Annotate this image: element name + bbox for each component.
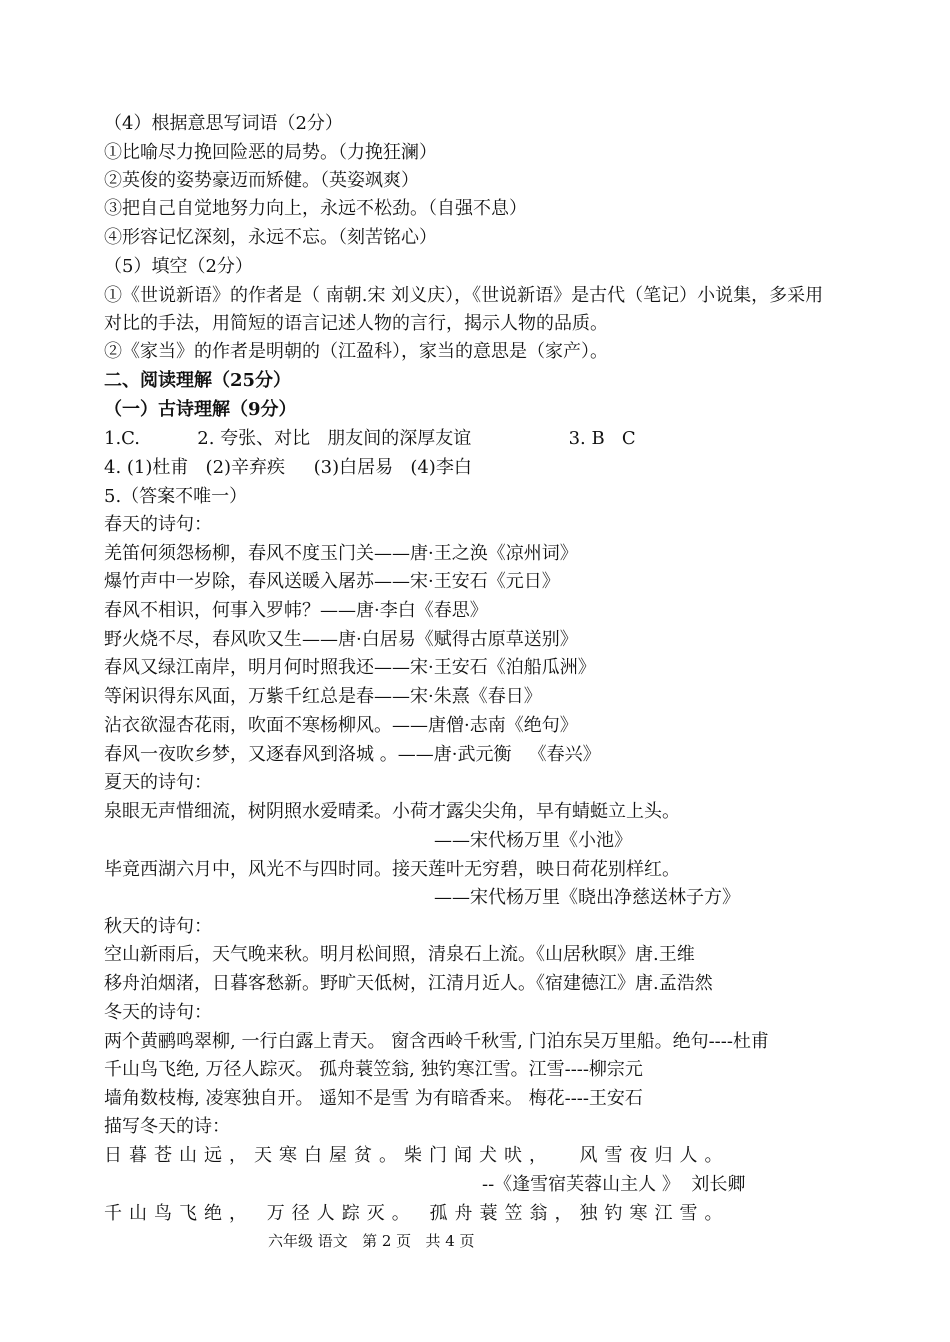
answer-line: 1.C. 2. 夸张、对比 朋友间的深厚友谊 3. B C — [104, 428, 636, 449]
poem-attribution: ——宋代杨万里《晓出净慈送林子方》 — [434, 887, 740, 908]
answer-line: ③把自己自觉地努力向上，永远不松劲。（自强不息） — [104, 198, 527, 219]
poem-line: 春风不相识，何事入罗帏？——唐·李白《春思》 — [104, 600, 488, 621]
poem-line: 空山新雨后，天气晚来秋。明月松间照，清泉石上流。《山居秋暝》唐.王维 — [104, 944, 695, 965]
answer-line: ②英俊的姿势豪迈而矫健。（英姿飒爽） — [104, 170, 419, 191]
poem-line: 野火烧不尽，春风吹又生——唐·白居易《赋得古原草送别》 — [104, 629, 578, 650]
poem-line: 沾衣欲湿杏花雨，吹面不寒杨柳风。——唐僧·志南《绝句》 — [104, 715, 578, 736]
subsection-heading: （一）古诗理解（9分） — [104, 399, 297, 420]
poem-line: 千山鸟飞绝， 万径人踪灭。 孤舟蓑笠翁，独钓寒江雪。 — [104, 1203, 730, 1224]
answer-line: ①《世说新语》的作者是（ 南朝.宋 刘义庆），《世说新语》是古代（笔记）小说集，多采用 — [104, 285, 824, 306]
poem-attribution: ——宋代杨万里《小池》 — [434, 830, 632, 851]
poem-attribution: --《逢雪宿芙蓉山主人 》 刘长卿 — [482, 1174, 746, 1195]
category-heading: 描写冬天的诗： — [104, 1116, 230, 1137]
poem-line: 爆竹声中一岁除，春风送暖入屠苏——宋·王安石《元日》 — [104, 571, 560, 592]
answer-line: 5.（答案不唯一） — [104, 486, 248, 507]
category-heading: 秋天的诗句： — [104, 916, 212, 937]
poem-line: 两个黄鹂鸣翠柳, 一行白露上青天。 窗含西岭千秋雪, 门泊东吴万里船。绝句----杜甫 — [104, 1031, 769, 1052]
poem-line: 墙角数枝梅, 凌寒独自开。 遥知不是雪 为有暗香来。 梅花----王安石 — [104, 1088, 643, 1109]
answer-line: 4. (1)杜甫 (2)辛弃疾 (3)白居易 (4)李白 — [104, 457, 472, 478]
section-heading: 二、阅读理解（25分） — [104, 370, 292, 391]
answer-line: 对比的手法，用简短的语言记述人物的言行，揭示人物的品质。 — [104, 313, 608, 334]
answer-line: ②《家当》的作者是明朝的（江盈科），家当的意思是（家产）。 — [104, 341, 608, 362]
poem-line: 羌笛何须怨杨柳，春风不度玉门关——唐·王之涣《凉州词》 — [104, 543, 578, 564]
page-footer: 六年级 语文 第 2 页 共 4 页 — [268, 1232, 475, 1250]
poem-line: 泉眼无声惜细流，树阴照水爱晴柔。小荷才露尖尖角，早有蜻蜓立上头。 — [104, 801, 680, 822]
category-heading: 冬天的诗句： — [104, 1002, 212, 1023]
question-5-heading: （5）填空（2分） — [104, 256, 253, 277]
poem-line: 春风又绿江南岸，明月何时照我还——宋·王安石《泊船瓜洲》 — [104, 657, 596, 678]
poem-line: 等闲识得东风面，万紫千红总是春——宋·朱熹《春日》 — [104, 686, 542, 707]
poem-line: 日暮苍山远，天寒白屋贫。柴门闻犬吠， 风雪夜归人。 — [104, 1145, 730, 1166]
category-heading: 夏天的诗句： — [104, 772, 212, 793]
answer-line: ④形容记忆深刻，永远不忘。（刻苦铭心） — [104, 227, 437, 248]
category-heading: 春天的诗句： — [104, 514, 212, 535]
poem-line: 移舟泊烟渚，日暮客愁新。野旷天低树，江清月近人。《宿建德江》唐.孟浩然 — [104, 973, 713, 994]
poem-line: 千山鸟飞绝, 万径人踪灭。 孤舟蓑笠翁, 独钓寒江雪。江雪----柳宗元 — [104, 1059, 643, 1080]
answer-line: ①比喻尽力挽回险恶的局势。（力挽狂澜） — [104, 142, 437, 163]
poem-line: 毕竟西湖六月中，风光不与四时同。接天莲叶无穷碧，映日荷花别样红。 — [104, 859, 680, 880]
question-4-heading: （4）根据意思写词语（2分） — [104, 113, 343, 134]
poem-line: 春风一夜吹乡梦，又逐春风到洛城 。——唐·武元衡 《春兴》 — [104, 744, 601, 765]
